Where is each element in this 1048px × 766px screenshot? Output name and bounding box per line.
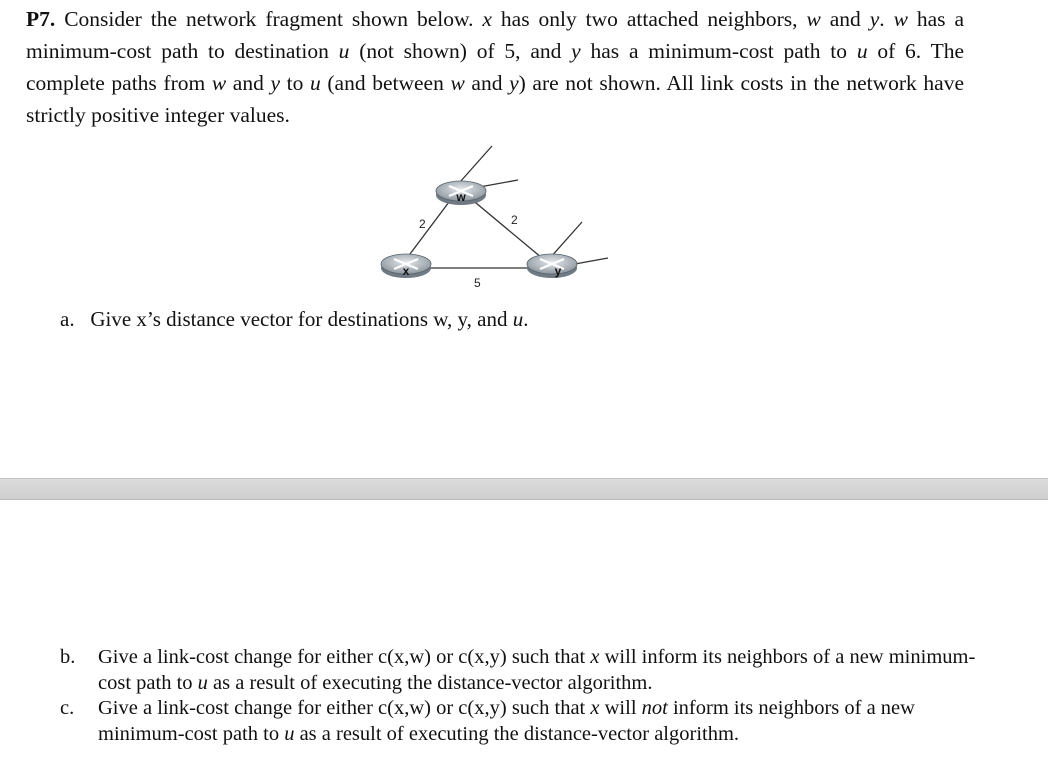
text: (not shown) of 5, and	[349, 39, 572, 63]
text: has only two attached neighbors,	[491, 7, 807, 31]
var: u	[310, 71, 321, 95]
text: ) are not shown. All link costs in the network have strictly positive integer values.	[26, 71, 964, 127]
text: inform its neighbors of a new minimum-cost path to	[98, 697, 915, 745]
router-y	[527, 254, 577, 278]
text: will	[599, 697, 642, 719]
router-label-x: x	[402, 264, 410, 278]
cost-label-x-y: 5	[474, 276, 481, 290]
question-a	[60, 305, 529, 333]
text: has a minimum-cost path to destination	[26, 7, 965, 63]
text: .	[879, 7, 894, 31]
text: and	[820, 7, 870, 31]
link-y-ext1	[550, 222, 582, 258]
question-label: a.	[60, 307, 75, 331]
cost-label-w-y: 2	[511, 213, 518, 227]
text: Give a link-cost change for either c(x,w) or c(x,y) such that	[98, 646, 591, 668]
text: .	[523, 307, 529, 331]
router-label-y: y	[554, 264, 562, 278]
problem-statement	[26, 3, 964, 131]
text: as a result of executing the distance-vector algorithm.	[207, 671, 653, 694]
var: w	[450, 71, 465, 95]
router-label-w: w	[456, 190, 466, 204]
text: and	[464, 71, 510, 95]
question-label: c.	[60, 697, 75, 719]
question-b	[60, 645, 980, 696]
var: y	[571, 39, 581, 63]
link-w-ext1	[460, 146, 492, 182]
link-x-w	[407, 198, 452, 258]
var: u	[197, 671, 208, 694]
text: Give a link-cost change for either c(x,w) or c(x,y) such that	[98, 697, 591, 719]
var: y	[270, 71, 281, 95]
text: will inform its neighbors of a new minimum-cost path to	[98, 646, 976, 694]
var: x	[482, 7, 492, 31]
var: y	[869, 7, 880, 31]
link-w-y	[470, 198, 542, 258]
var: y	[509, 71, 519, 95]
question-label: b.	[60, 646, 76, 668]
router-w	[436, 181, 486, 205]
var: x	[590, 646, 600, 668]
text: to	[280, 71, 310, 95]
var: u	[284, 722, 295, 745]
var: w	[806, 7, 821, 31]
question-c	[60, 696, 980, 747]
var: x	[590, 697, 600, 719]
text: has a minimum-cost path to	[580, 39, 857, 63]
text: Give x’s distance vector for destinations w, y, and	[90, 307, 513, 331]
network-diagram	[370, 140, 650, 300]
var: w	[893, 7, 908, 31]
cost-label-x-w: 2	[419, 217, 426, 231]
problem-number: P7.	[26, 7, 56, 31]
text: as a result of executing the distance-vector algorithm.	[294, 722, 740, 745]
var: w	[211, 71, 227, 95]
var: u	[512, 307, 524, 331]
emphasis: not	[641, 697, 668, 719]
router-x	[381, 254, 431, 278]
page-divider	[0, 478, 1048, 500]
text: (and between	[320, 71, 451, 95]
var: u	[856, 39, 868, 63]
text: Consider the network fragment shown below.	[55, 7, 483, 31]
text: of 6. The complete paths from	[26, 39, 965, 95]
text: and	[226, 71, 271, 95]
question-list	[60, 645, 980, 747]
var: u	[338, 39, 350, 63]
